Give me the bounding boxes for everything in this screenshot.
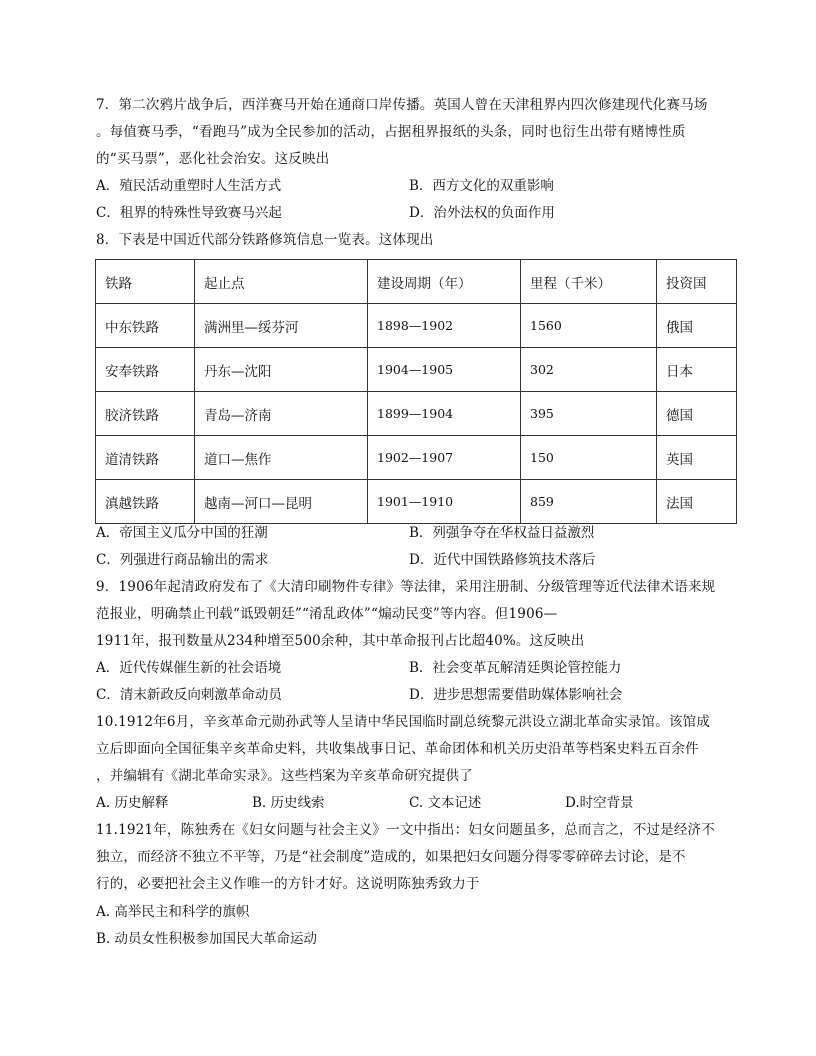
table-cell: 中东铁路 — [96, 304, 195, 348]
table-cell: 安奉铁路 — [96, 348, 195, 392]
table-cell: 1898—1902 — [368, 304, 521, 348]
q8-option-c[interactable]: C．列强进行商品输出的需求 — [96, 552, 269, 568]
table-cell: 英国 — [657, 436, 737, 480]
table-header-cell: 建设周期（年） — [368, 260, 521, 304]
railway-table — [95, 259, 737, 524]
table-row — [96, 436, 737, 480]
table-cell: 俄国 — [657, 304, 737, 348]
table-cell: 150 — [521, 436, 657, 480]
table-cell: 1899—1904 — [368, 392, 521, 436]
q10-option-d[interactable]: D.时空背景 — [565, 795, 634, 811]
q10-option-a[interactable]: A. 历史解释 — [96, 795, 169, 811]
q7-option-a[interactable]: A．殖民活动重塑时人生活方式 — [96, 178, 282, 194]
table-header-cell: 起止点 — [195, 260, 368, 304]
table-header-cell: 里程（千米） — [521, 260, 657, 304]
table-row — [96, 348, 737, 392]
q9-option-b[interactable]: B．社会变革瓦解清廷舆论管控能力 — [409, 660, 622, 676]
table-row — [96, 304, 737, 348]
table-cell: 法国 — [657, 480, 737, 524]
table-row — [96, 392, 737, 436]
table-cell: 胶济铁路 — [96, 392, 195, 436]
table-cell: 859 — [521, 480, 657, 524]
table-row — [96, 480, 737, 524]
q7-stem-line-3: 的“买马票”，恶化社会治安。这反映出 — [96, 151, 330, 167]
q10-stem-line-1: 10.1912年6月，辛亥革命元勋孙武等人呈请中华民国临时副总统黎元洪设立湖北革命实录馆。该馆成 — [96, 714, 711, 730]
q9-stem-line-1: 9．1906年起清政府发布了《大清印刷物件专律》等法律，采用注册制、分级管理等近代法律术语来规 — [96, 579, 716, 595]
q8-option-a[interactable]: A．帝国主义瓜分中国的狂潮 — [96, 525, 268, 541]
q10-option-b[interactable]: B. 历史线索 — [252, 795, 325, 811]
table-cell: 丹东—沈阳 — [195, 348, 368, 392]
q10-stem-line-3: ，并编辑有《湖北革命实录》。这些档案为辛亥革命研究提供了 — [96, 768, 473, 784]
q8-option-d[interactable]: D．近代中国铁路修筑技术落后 — [409, 552, 596, 568]
table-cell: 302 — [521, 348, 657, 392]
q7-option-b[interactable]: B．西方文化的双重影响 — [409, 178, 554, 194]
table-cell: 德国 — [657, 392, 737, 436]
q8-stem: 8．下表是中国近代部分铁路修筑信息一览表。这体现出 — [96, 232, 434, 248]
table-cell: 日本 — [657, 348, 737, 392]
table-cell: 1560 — [521, 304, 657, 348]
table-cell: 1902—1907 — [368, 436, 521, 480]
table-cell: 青岛—济南 — [195, 392, 368, 436]
table-header-row — [96, 260, 737, 304]
table-cell: 道口—焦作 — [195, 436, 368, 480]
table-cell: 395 — [521, 392, 657, 436]
q7-stem-line-1: 7．第二次鸦片战争后，西洋赛马开始在通商口岸传播。英国人曾在天津租界内四次修建现代化赛马场 — [96, 97, 708, 113]
q10-stem-line-2: 立后即面向全国征集辛亥革命史料，共收集战事日记、革命团体和机关历史沿革等档案史料五百余件 — [96, 741, 699, 757]
q11-stem-line-2: 独立，而经济不独立不平等，乃是“社会制度”造成的，如果把妇女问题分得零零碎碎去讨论，是不 — [96, 849, 686, 865]
table-cell: 1904—1905 — [368, 348, 521, 392]
table-header-cell: 铁路 — [96, 260, 195, 304]
q10-option-c[interactable]: C. 文本记述 — [409, 795, 482, 811]
table-cell: 满洲里—绥芬河 — [195, 304, 368, 348]
q9-option-c[interactable]: C．清末新政反向刺激革命动员 — [96, 687, 282, 703]
q9-option-a[interactable]: A．近代传媒催生新的社会语境 — [96, 660, 282, 676]
q9-option-d[interactable]: D．进步思想需要借助媒体影响社会 — [409, 687, 623, 703]
q8-option-b[interactable]: B．列强争夺在华权益日益激烈 — [409, 525, 595, 541]
q11-option-a[interactable]: A. 高举民主和科学的旗帜 — [96, 904, 250, 920]
q9-stem-line-3: 1911年，报刊数量从234种增至500余种，其中革命报刊占比超40%。这反映出 — [96, 633, 585, 649]
table-header-cell: 投资国 — [657, 260, 737, 304]
q7-option-c[interactable]: C．租界的特殊性导致赛马兴起 — [96, 205, 282, 221]
q11-option-b[interactable]: B. 动员女性积极参加国民大革命运动 — [96, 931, 318, 947]
table-cell: 道清铁路 — [96, 436, 195, 480]
table-cell: 越南—河口—昆明 — [195, 480, 368, 524]
q7-stem-line-2: 。每值赛马季，“看跑马”成为全民参加的活动，占据租界报纸的头条，同时也衍生出带有赌博性质 — [96, 124, 686, 140]
table-cell: 1901—1910 — [368, 480, 521, 524]
q11-stem-line-3: 行的，必要把社会主义作唯一的方针才好。这说明陈独秀致力于 — [96, 876, 480, 892]
table-cell: 滇越铁路 — [96, 480, 195, 524]
q11-stem-line-1: 11.1921年，陈独秀在《妇女问题与社会主义》一文中指出：妇女问题虽多，总而言之，不过是经济不 — [96, 822, 715, 838]
q7-option-d[interactable]: D．治外法权的负面作用 — [409, 205, 555, 221]
q9-stem-line-2: 范报业，明确禁止刊载“诋毁朝廷”“淆乱政体”“煽动民变”等内容。但1906— — [96, 606, 558, 622]
